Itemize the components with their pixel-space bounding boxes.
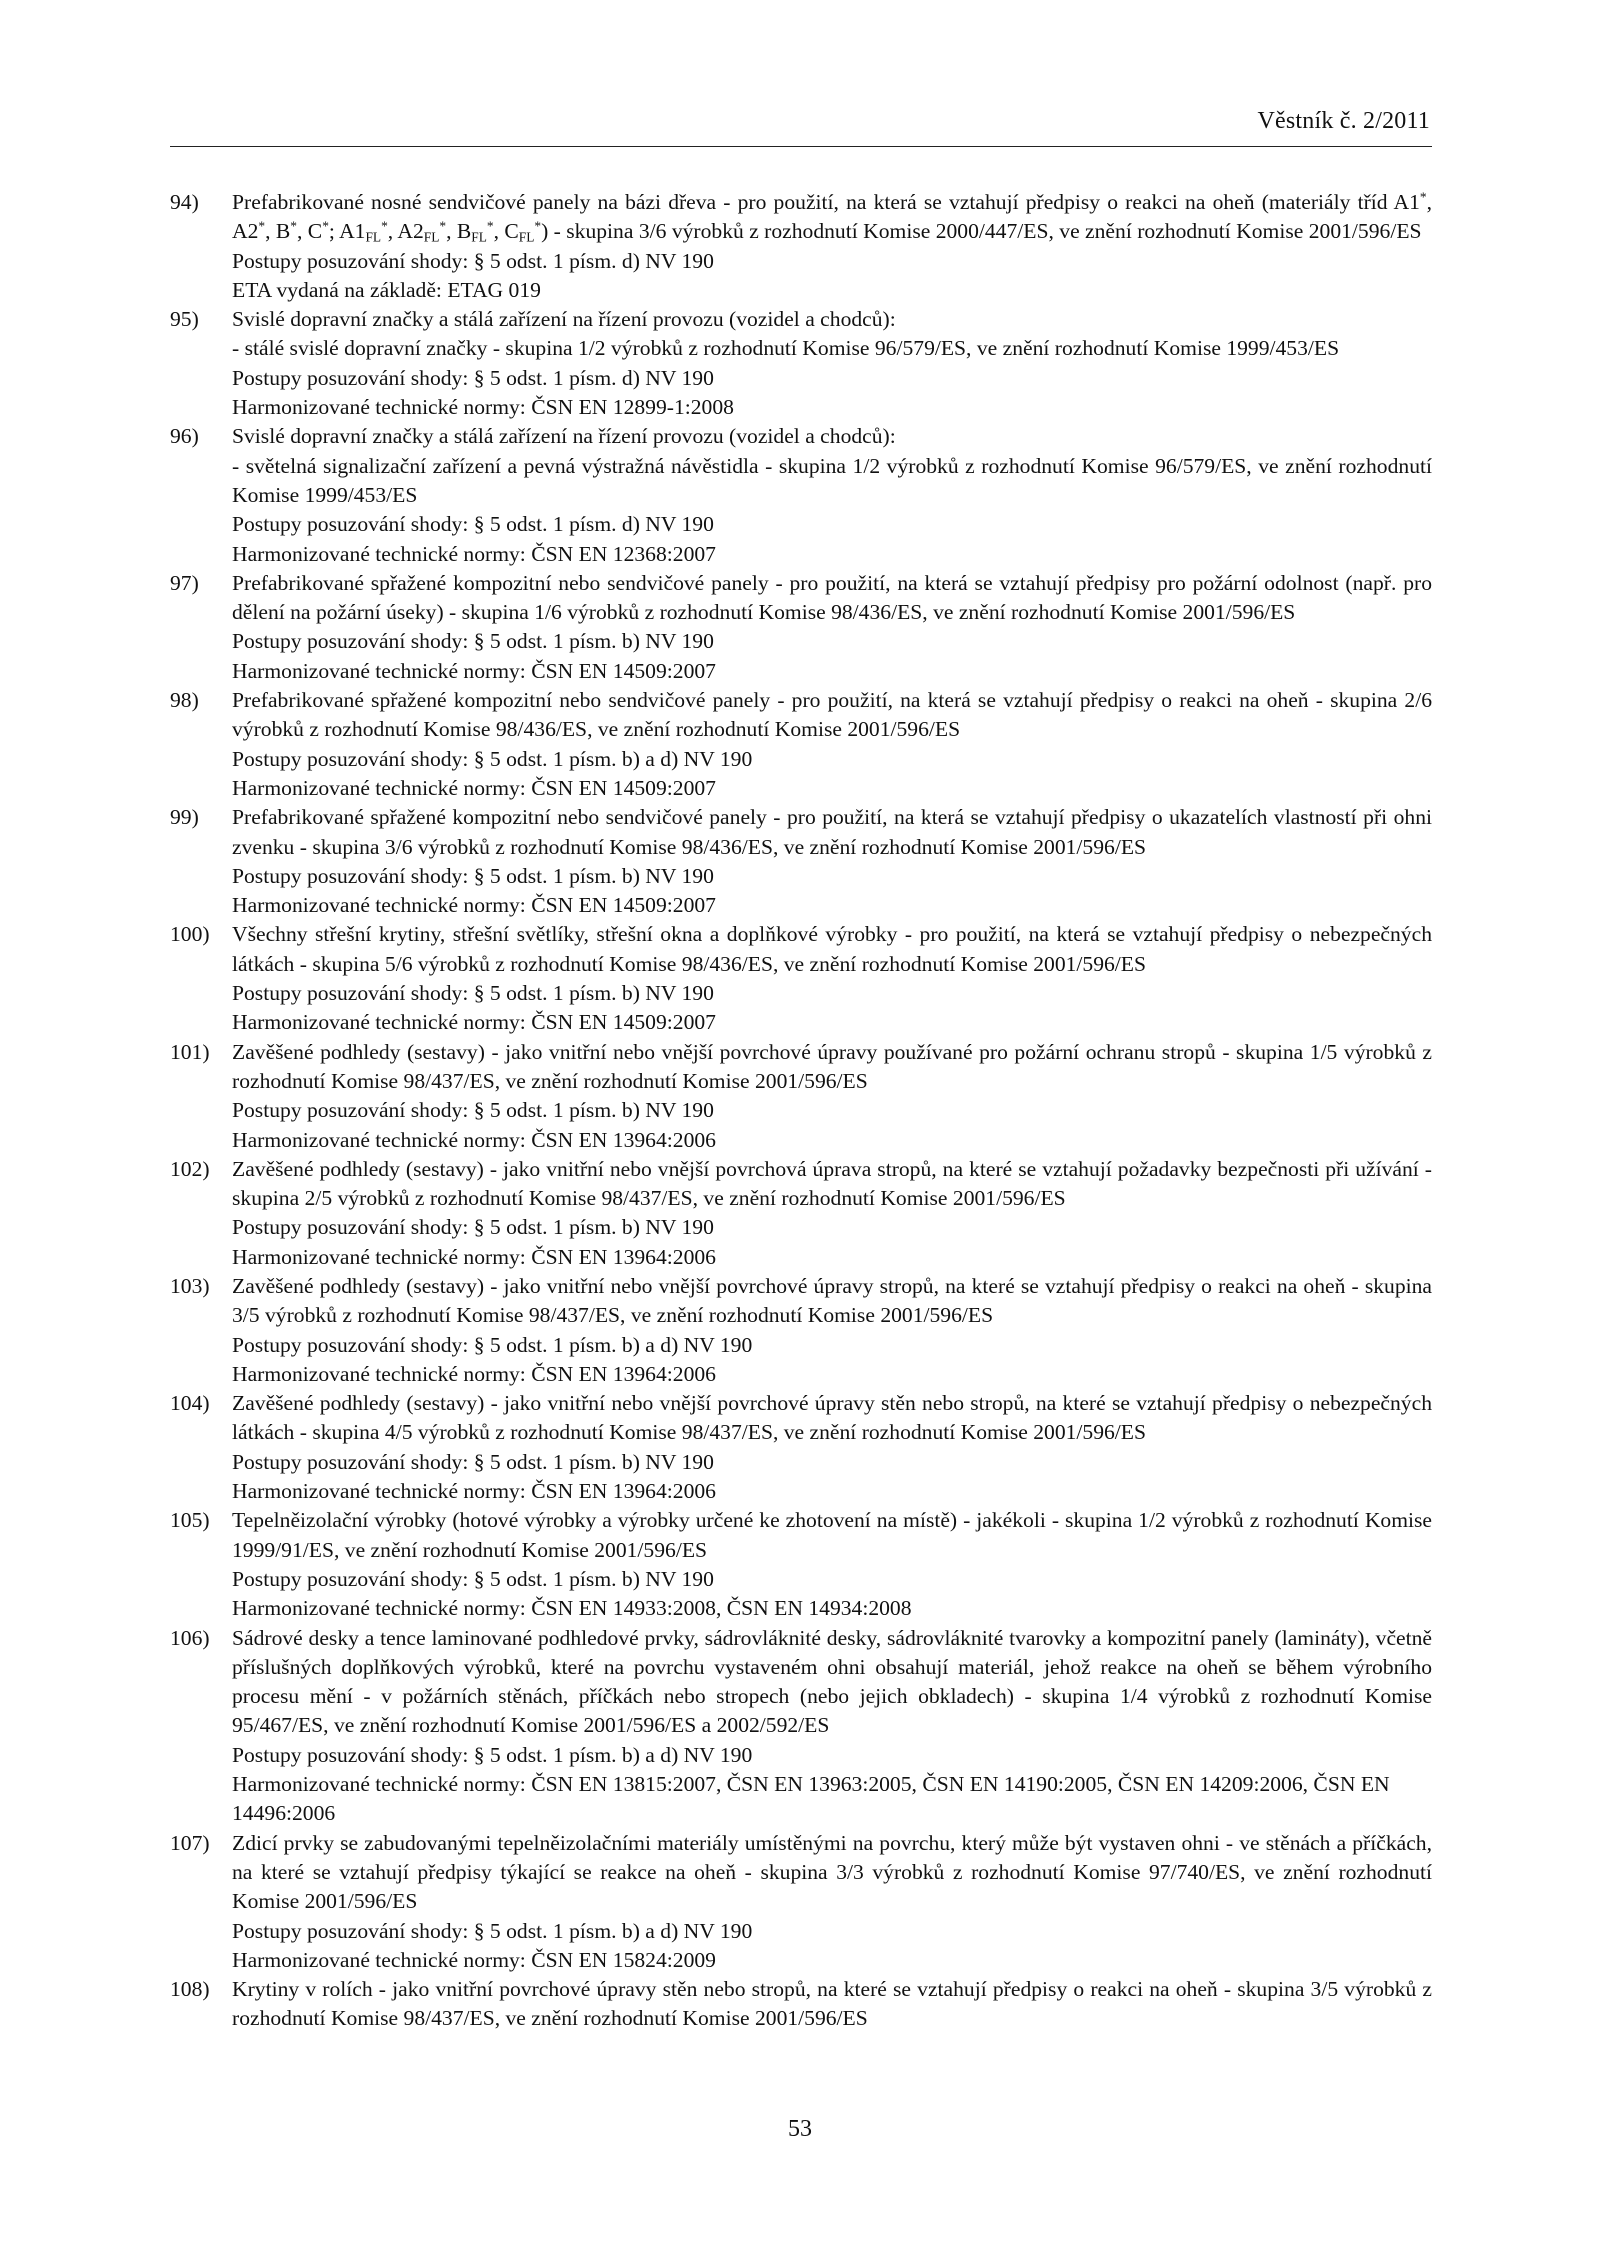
subscript-mark: FL xyxy=(471,229,487,245)
item-number: 96) xyxy=(170,424,199,449)
conformity-procedure: Postupy posuzování shody: § 5 odst. 1 písm. b) a d) NV 190 xyxy=(232,1918,753,1943)
list-item xyxy=(170,569,1432,686)
superscript-mark: * xyxy=(439,218,447,234)
conformity-procedure: Postupy posuzování shody: § 5 odst. 1 písm. b) NV 190 xyxy=(232,1098,714,1123)
text-fragment: Prefabrikované nosné sendvičové panely na bázi dřeva - pro použití, na která se vztahují předpisy o reakci na oheň (materiály tříd A1 xyxy=(232,190,1420,214)
conformity-procedure: Postupy posuzování shody: § 5 odst. 1 písm. b) NV 190 xyxy=(232,981,714,1006)
list-item xyxy=(170,1975,1432,2034)
item-list xyxy=(170,188,1432,2034)
superscript-mark: * xyxy=(534,218,542,234)
superscript-mark: * xyxy=(322,218,329,234)
list-item xyxy=(170,1506,1432,1623)
text-fragment: , B xyxy=(446,219,472,244)
standards-reference: Harmonizované technické normy: ČSN EN 13815:2007, ČSN EN 13963:2005, ČSN EN 14190:2005, ČSN EN 14209:2006, ČSN EN 14496:2006 xyxy=(232,1772,1390,1826)
superscript-mark: * xyxy=(1419,189,1427,205)
list-item xyxy=(170,1272,1432,1389)
text-fragment: , C xyxy=(296,219,323,244)
list-item xyxy=(170,1389,1432,1506)
item-description: Sádrové desky a tence laminované podhledové prvky, sádrovláknité desky, sádrovláknité tvarovky a kompozitní panely (lamináty), včetně příslušných doplňkových výrobků, které na povrchu vystaveném ohni obsahují materiál, jehož reakce na oheň se během výrobního procesu mění - v požárních stěnách, příčkách nebo stropech (nebo jejich obkladech) - skupina 1/4 výrobků z rozhodnutí Komise 95/467/ES, ve znění rozhodnutí Komise 2001/596/ES a 2002/592/ES xyxy=(232,1625,1432,1738)
item-number: 106) xyxy=(170,1625,210,1650)
list-item xyxy=(170,803,1432,920)
conformity-procedure: Postupy posuzování shody: § 5 odst. 1 písm. b) NV 190 xyxy=(232,1215,714,1240)
standards-reference: Harmonizované technické normy: ČSN EN 15824:2009 xyxy=(232,1947,716,1972)
list-item xyxy=(170,1829,1432,1975)
superscript-mark: * xyxy=(258,218,266,234)
item-number: 102) xyxy=(170,1156,210,1181)
item-description: Zavěšené podhledy (sestavy) - jako vnitřní nebo vnější povrchové úpravy stropů, na které se vztahují předpisy o reakci na oheň - skupina 3/5 výrobků z rozhodnutí Komise 98/437/ES, ve znění rozhodnutí Komise 2001/596/ES xyxy=(232,1273,1432,1328)
conformity-procedure: Postupy posuzování shody: § 5 odst. 1 písm. b) a d) NV 190 xyxy=(232,1332,753,1357)
item-number: 107) xyxy=(170,1830,210,1855)
text-fragment: , A2 xyxy=(232,190,1432,244)
item-description: Svislé dopravní značky a stálá zařízení na řízení provozu (vozidel a chodců): xyxy=(232,307,896,332)
standards-reference: Harmonizované technické normy: ČSN EN 14509:2007 xyxy=(232,1010,716,1035)
item-number: 98) xyxy=(170,688,199,713)
item-description: Prefabrikované spřažené kompozitní nebo sendvičové panely - pro použití, na která se vztahují předpisy o reakci na oheň - skupina 2/6 výrobků z rozhodnutí Komise 98/436/ES, ve znění rozhodnutí Komise 2001/596/ES xyxy=(232,688,1432,742)
item-description: Zdicí prvky se zabudovanými tepelněizolačními materiály umístěnými na povrchu, který může být vystaven ohni - ve stěnách a příčkách, na které se vztahují předpisy týkající se reakce na oheň - skupina 3/3 výrobků z rozhodnutí Komise 97/740/ES, ve znění rozhodnutí Komise 2001/596/ES xyxy=(232,1830,1432,1914)
item-description: Všechny střešní krytiny, střešní světlíky, střešní okna a doplňkové výrobky - pro použití, na která se vztahují předpisy o nebezpečných látkách - skupina 5/6 výrobků z rozhodnutí Komise 98/436/ES, ve znění rozhodnutí Komise 2001/596/ES xyxy=(232,922,1432,976)
item-number: 100) xyxy=(170,922,210,947)
standards-reference: ETA vydaná na základě: ETAG 019 xyxy=(232,277,541,302)
conformity-procedure: Postupy posuzování shody: § 5 odst. 1 písm. b) NV 190 xyxy=(232,863,714,888)
list-item xyxy=(170,1155,1432,1272)
item-number: 104) xyxy=(170,1391,210,1416)
text-fragment: , B xyxy=(265,219,291,244)
conformity-procedure: Postupy posuzování shody: § 5 odst. 1 písm. b) NV 190 xyxy=(232,1449,714,1474)
text-fragment: ; A1 xyxy=(328,219,366,244)
superscript-mark: * xyxy=(290,218,297,234)
subscript-mark: FL xyxy=(518,229,535,245)
item-description xyxy=(232,188,1432,247)
standards-reference: Harmonizované technické normy: ČSN EN 13964:2006 xyxy=(232,1244,716,1269)
list-item xyxy=(170,422,1432,568)
standards-reference: Harmonizované technické normy: ČSN EN 14509:2007 xyxy=(232,775,716,800)
standards-reference: Harmonizované technické normy: ČSN EN 13964:2006 xyxy=(232,1361,716,1386)
list-item xyxy=(170,188,1432,305)
standards-reference: Harmonizované technické normy: ČSN EN 13964:2006 xyxy=(232,1479,716,1504)
item-description: Zavěšené podhledy (sestavy) - jako vnitřní nebo vnější povrchová úprava stropů, na které se vztahují požadavky bezpečnosti při užívání - skupina 2/5 výrobků z rozhodnutí Komise 98/437/ES, ve znění rozhodnutí Komise 2001/596/ES xyxy=(232,1156,1432,1211)
header-divider xyxy=(170,146,1432,147)
superscript-mark: * xyxy=(486,218,494,234)
text-fragment: ) - skupina 3/6 výrobků z rozhodnutí Komise 2000/447/ES, ve znění rozhodnutí Komise 2001/596/ES xyxy=(541,219,1422,244)
item-number: 101) xyxy=(170,1039,210,1064)
item-description: Krytiny v rolích - jako vnitřní povrchové úpravy stěn nebo stropů, na které se vztahují předpisy o reakci na oheň - skupina 3/5 výrobků z rozhodnutí Komise 98/437/ES, ve znění rozhodnutí Komise 2001/596/ES xyxy=(232,1977,1432,2031)
item-description: Prefabrikované spřažené kompozitní nebo sendvičové panely - pro použití, na která se vztahují předpisy o ukazatelích vlastností při ohni zvenku - skupina 3/6 výrobků z rozhodnutí Komise 98/436/ES, ve znění rozhodnutí Komise 2001/596/ES xyxy=(232,805,1432,859)
item-subtype: - stálé svislé dopravní značky - skupina 1/2 výrobků z rozhodnutí Komise 96/579/ES, ve znění rozhodnutí Komise 1999/453/ES xyxy=(232,336,1340,361)
standards-reference: Harmonizované technické normy: ČSN EN 14933:2008, ČSN EN 14934:2008 xyxy=(232,1596,912,1621)
list-item xyxy=(170,686,1432,803)
conformity-procedure: Postupy posuzování shody: § 5 odst. 1 písm. b) a d) NV 190 xyxy=(232,746,753,771)
list-item xyxy=(170,305,1432,422)
conformity-procedure: Postupy posuzování shody: § 5 odst. 1 písm. b) a d) NV 190 xyxy=(232,1742,753,1767)
item-number: 94) xyxy=(170,190,199,214)
page-number: 53 xyxy=(788,2116,812,2142)
item-description: Zavěšené podhledy (sestavy) - jako vnitřní nebo vnější povrchové úpravy používané pro požární ochranu stropů - skupina 1/5 výrobků z rozhodnutí Komise 98/437/ES, ve znění rozhodnutí Komise 2001/596/ES xyxy=(232,1039,1432,1093)
item-description: Prefabrikované spřažené kompozitní nebo sendvičové panely - pro použití, na která se vztahují předpisy pro požární odolnost (např. pro dělení na požární úseky) - skupina 1/6 výrobků z rozhodnutí Komise 98/436/ES, ve znění rozhodnutí Komise 2001/596/ES xyxy=(232,570,1432,625)
item-description: Svislé dopravní značky a stálá zařízení na řízení provozu (vozidel a chodců): xyxy=(232,424,896,449)
conformity-procedure: Postupy posuzování shody: § 5 odst. 1 písm. d) NV 190 xyxy=(232,512,714,537)
conformity-procedure: Postupy posuzování shody: § 5 odst. 1 písm. d) NV 190 xyxy=(232,365,714,390)
standards-reference: Harmonizované technické normy: ČSN EN 13964:2006 xyxy=(232,1127,716,1152)
conformity-procedure: Postupy posuzování shody: § 5 odst. 1 písm. d) NV 190 xyxy=(232,248,714,273)
conformity-procedure: Postupy posuzování shody: § 5 odst. 1 písm. b) NV 190 xyxy=(232,629,714,654)
journal-title: Věstník č. 2/2011 xyxy=(1257,108,1430,134)
item-number: 105) xyxy=(170,1508,210,1533)
item-description: Zavěšené podhledy (sestavy) - jako vnitřní nebo vnější povrchové úpravy stěn nebo stropů, na které se vztahují předpisy o nebezpečných látkách - skupina 4/5 výrobků z rozhodnutí Komise 98/437/ES, ve znění rozhodnutí Komise 2001/596/ES xyxy=(232,1391,1432,1445)
subscript-mark: FL xyxy=(423,229,440,245)
list-item xyxy=(170,920,1432,1037)
item-subtype: - světelná signalizační zařízení a pevná výstražná návěstidla - skupina 1/2 výrobků z rozhodnutí Komise 96/579/ES, ve znění rozhodnutí Komise 1999/453/ES xyxy=(232,453,1432,507)
text-fragment: , A2 xyxy=(387,219,424,244)
standards-reference: Harmonizované technické normy: ČSN EN 12899-1:2008 xyxy=(232,395,734,420)
item-number: 99) xyxy=(170,805,199,830)
conformity-procedure: Postupy posuzování shody: § 5 odst. 1 písm. b) NV 190 xyxy=(232,1566,714,1591)
item-number: 95) xyxy=(170,307,199,332)
subscript-mark: FL xyxy=(365,229,382,245)
standards-reference: Harmonizované technické normy: ČSN EN 14509:2007 xyxy=(232,658,716,683)
list-item xyxy=(170,1624,1432,1829)
text-fragment: , C xyxy=(493,219,519,244)
standards-reference: Harmonizované technické normy: ČSN EN 12368:2007 xyxy=(232,541,716,566)
list-item xyxy=(170,1038,1432,1155)
superscript-mark: * xyxy=(381,218,388,234)
standards-reference: Harmonizované technické normy: ČSN EN 14509:2007 xyxy=(232,893,716,918)
item-number: 103) xyxy=(170,1273,210,1298)
item-number: 97) xyxy=(170,570,199,595)
item-description: Tepelněizolační výrobky (hotové výrobky a výrobky určené ke zhotovení na místě) - jakékoli - skupina 1/2 výrobků z rozhodnutí Komise 1999/91/ES, ve znění rozhodnutí Komise 2001/596/ES xyxy=(232,1508,1432,1562)
item-number: 108) xyxy=(170,1977,210,2002)
